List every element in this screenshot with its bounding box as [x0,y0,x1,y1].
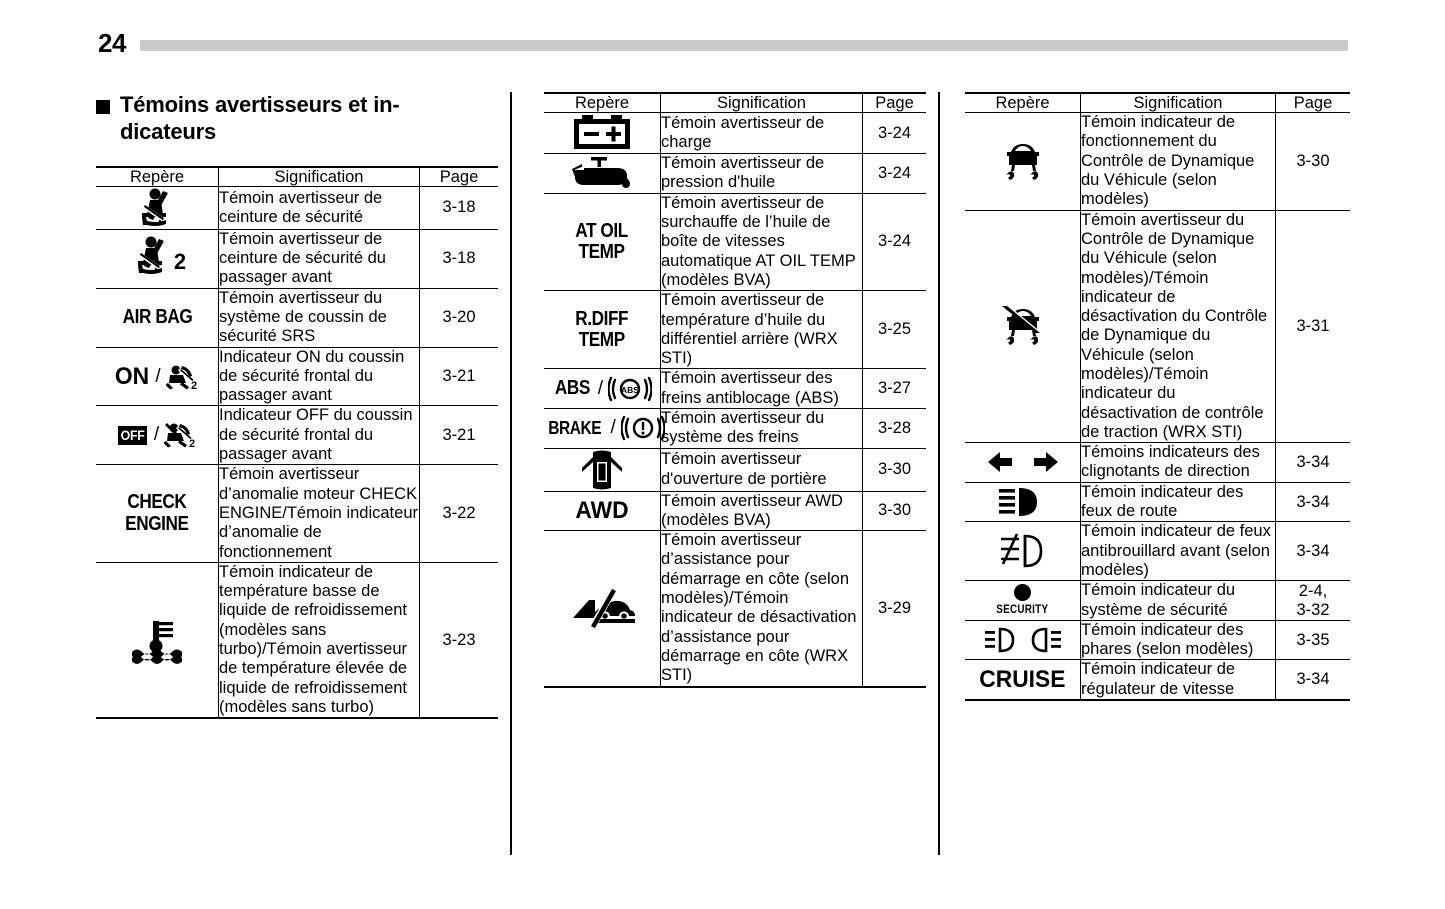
column-2 [544,92,924,688]
header-meaning: Signification [219,167,420,187]
row-page: 3-20 [420,288,499,347]
table-row [544,369,926,409]
row-page: 3-18 [420,229,499,288]
abs-icon [544,369,661,409]
coolant-temperature-glyph [128,616,186,664]
page-number: 24 [98,28,126,58]
row-page: 3-25 [863,291,927,369]
column-1 [96,92,496,719]
coolant-temperature-icon [96,562,219,718]
row-page: 3-21 [420,406,499,465]
table-row [96,229,498,288]
row-meaning: Témoin indicateur du système de sécurité [1081,581,1276,621]
header-symbol: Repère [965,93,1081,113]
row-page: 3-24 [863,113,927,154]
airbag-on-icon [96,347,219,406]
header-page: Page [1276,93,1351,113]
svg-text:2: 2 [189,438,196,449]
row-meaning: Témoin indicateur des feux de route [1081,482,1276,522]
row-meaning: Témoin avertisseur du système des freins [661,409,863,449]
row-page: 3-31 [1276,210,1351,443]
table-row [965,522,1350,581]
awd-text-icon [544,491,661,531]
table-row [544,291,926,369]
brake-icon [544,409,661,449]
brake-label: BRAKE [548,417,602,438]
row-meaning: Témoin indicateur des phares (selon modèles) [1081,620,1276,660]
column-divider-2 [938,92,940,855]
section-title [96,92,496,146]
row-meaning: Témoin avertisseur de ceinture de sécurité du passager avant [219,229,420,288]
row-page: 3-24 [863,154,927,194]
seatbelt-passenger-glyph: 2 [128,235,186,277]
cruise-text-icon [965,660,1081,700]
row-meaning: Témoin indicateur de régulateur de vitesse [1081,660,1276,700]
header-rule [140,40,1348,51]
content-columns [0,92,1445,855]
column-divider-1 [510,92,512,855]
air-bag-text-icon [96,288,219,347]
separator-slash: / [597,377,603,399]
security-label: SECURITY [996,604,1049,617]
row-page: 3-28 [863,409,927,449]
table-header-row [544,93,926,113]
row-page: 3-30 [863,448,927,491]
at-oil-temp-label: AT OIL TEMP [575,219,629,263]
row-meaning: Témoin indicateur de température basse de liquide de refroidissement (modèles sans turbo)/Témoin avertisseur de température élevée de liquide de refroidissement (modèles sans turbo) [219,562,420,718]
table-row [96,406,498,465]
table-header-row [96,167,498,187]
symbols-table-2 [544,92,926,688]
row-meaning: Témoin avertisseur d’anomalie moteur CHECK ENGINE/Témoin indicateur d’anomalie de fonctionnement [219,465,418,561]
header-page: Page [863,93,927,113]
door-open-icon [544,448,661,491]
table-row [965,113,1350,210]
headlight-indicator-glyph [983,625,1063,655]
row-meaning: Témoin avertisseur de ceinture de sécurité [219,186,420,229]
oil-can-glyph [569,155,635,191]
header-symbol: Repère [544,93,661,113]
table-row [544,531,926,687]
high-beam-icon [965,482,1081,522]
airbag-on-label: ON [115,362,150,390]
seatbelt-passenger-icon [96,229,219,288]
table-row [965,443,1350,483]
svg-text:2: 2 [190,379,197,390]
row-page: 3-30 [863,491,927,531]
oil-pressure-icon [544,154,661,194]
battery-charge-icon [544,113,661,154]
row-page: 3-21 [420,347,499,406]
table-header-row [965,93,1350,113]
awd-label: AWD [575,497,629,525]
row-meaning: Témoin avertisseur de pression d'huile [661,154,863,194]
table-row [96,562,498,718]
table-row [544,193,926,290]
table-row [544,448,926,491]
row-meaning: Témoin avertisseur de température d’huile du différentiel arrière (WRX STI) [661,291,863,369]
table-row [965,210,1350,443]
separator-slash: / [153,424,160,446]
airbag-off-label: OFF [118,426,147,445]
separator-slash: / [610,417,616,439]
row-page: 3-18 [420,186,499,229]
hill-start-assist-icon [544,531,661,687]
vdc-off-glyph [997,303,1049,349]
header-meaning: Signification [1081,93,1276,113]
cruise-label: CRUISE [979,666,1066,694]
row-meaning: Témoin indicateur de feux antibrouillard avant (selon modèles) [1081,522,1276,581]
at-oil-temp-text-icon [544,193,661,290]
airbag-child-crossed-glyph [164,422,198,448]
table-row [96,288,498,347]
header-meaning: Signification [661,93,863,113]
row-page: 3-22 [420,465,499,562]
svg-text:ABS: ABS [621,384,639,395]
row-page: 3-29 [863,531,927,687]
vdc-off-icon [965,210,1081,443]
abs-label: ABS [554,377,590,400]
row-meaning: Témoin avertisseur d'ouverture de portière [661,448,863,491]
row-meaning: Témoin avertisseur de charge [661,113,863,154]
row-meaning: Témoin avertisseur du système de coussin de sécurité SRS [219,288,420,347]
section-title-text: Témoins avertisseurs et in- dicateurs [120,92,400,144]
brake-circle-glyph [621,412,665,444]
table-row [965,660,1350,700]
row-meaning: Témoin avertisseur de surchauffe de l’huile de boîte de vitesses automatique AT OIL TEMP (modèles BVA) [661,193,863,290]
fog-light-glyph [995,531,1051,571]
seatbelt-driver-glyph [132,187,182,229]
row-page: 3-34 [1276,482,1351,522]
table-row [96,347,498,406]
row-page: 2-4, 3-32 [1276,581,1351,621]
header-symbol: Repère [96,167,219,187]
row-meaning: Témoin avertisseur d’assistance pour démarrage en côte (selon modèles)/Témoin indicateur de désactivation d’assistance pour démarrage en côte (WRX STI) [661,531,863,687]
row-page: 3-30 [1276,113,1351,210]
table-row [965,620,1350,660]
column-3 [965,92,1348,701]
row-page: 3-35 [1276,620,1351,660]
row-meaning: Témoin avertisseur AWD (modèles BVA) [661,491,863,531]
row-meaning: Témoin indicateur de fonctionnement du Contrôle de Dynamique du Véhicule (selon modèles) [1081,113,1276,210]
air-bag-label: AIR BAG [122,306,192,329]
turn-signal-arrows-icon [965,443,1081,483]
turn-signal-glyph [986,449,1060,475]
hill-start-assist-glyph [569,586,635,630]
abs-circle-glyph [608,373,652,405]
airbag-child-glyph [166,364,200,390]
airbag-off-icon [96,406,219,465]
row-meaning: Témoins indicateurs des clignotants de direction [1081,443,1276,483]
row-page: 3-34 [1276,522,1351,581]
row-page: 3-23 [420,562,499,718]
row-meaning: Indicateur OFF du coussin de sécurité frontal du passager avant [219,406,420,465]
check-engine-label: CHECK ENGINE [125,491,189,535]
front-fog-light-icon [965,522,1081,581]
headlight-indicator-icon [965,620,1081,660]
table-row [544,409,926,449]
seatbelt-driver-icon [96,186,219,229]
battery-glyph [571,113,633,153]
table-row [96,186,498,229]
page-header [0,0,1445,70]
row-page: 3-34 [1276,443,1351,483]
table-row [544,113,926,154]
vehicle-dynamics-control-icon [965,113,1081,210]
row-page: 3-27 [863,369,927,409]
row-meaning: Indicateur ON du coussin de sécurité frontal du passager avant [219,347,420,406]
header-page: Page [420,167,499,187]
row-page: 3-34 [1276,660,1351,700]
security-indicator-icon [965,581,1081,621]
table-row [965,581,1350,621]
door-open-glyph [580,449,624,491]
symbols-table-3 [965,92,1350,701]
table-row [544,154,926,194]
r-diff-temp-label: R.DIFF TEMP [575,307,629,351]
security-dot-icon [1014,584,1031,601]
row-meaning: Témoin avertisseur du Contrôle de Dynamique du Véhicule (selon modèles)/Témoin indicateur de désactivation du Contrôle de Dynamique du Véhicule (selon modèles)/Témoin indicateur du désactivation de contrôle de traction (WRX STI) [1081,210,1276,443]
table-row [96,465,498,562]
separator-slash: / [155,365,161,387]
symbols-table-1 [96,166,498,720]
high-beam-glyph [995,485,1051,519]
table-row [965,482,1350,522]
check-engine-text-icon [96,465,219,562]
bullet-square-icon [96,100,110,114]
row-meaning: Témoin avertisseur des freins antiblocage (ABS) [661,369,863,409]
vdc-glyph [999,139,1047,183]
row-page: 3-24 [863,193,927,290]
table-row [544,491,926,531]
r-diff-temp-text-icon [544,291,661,369]
